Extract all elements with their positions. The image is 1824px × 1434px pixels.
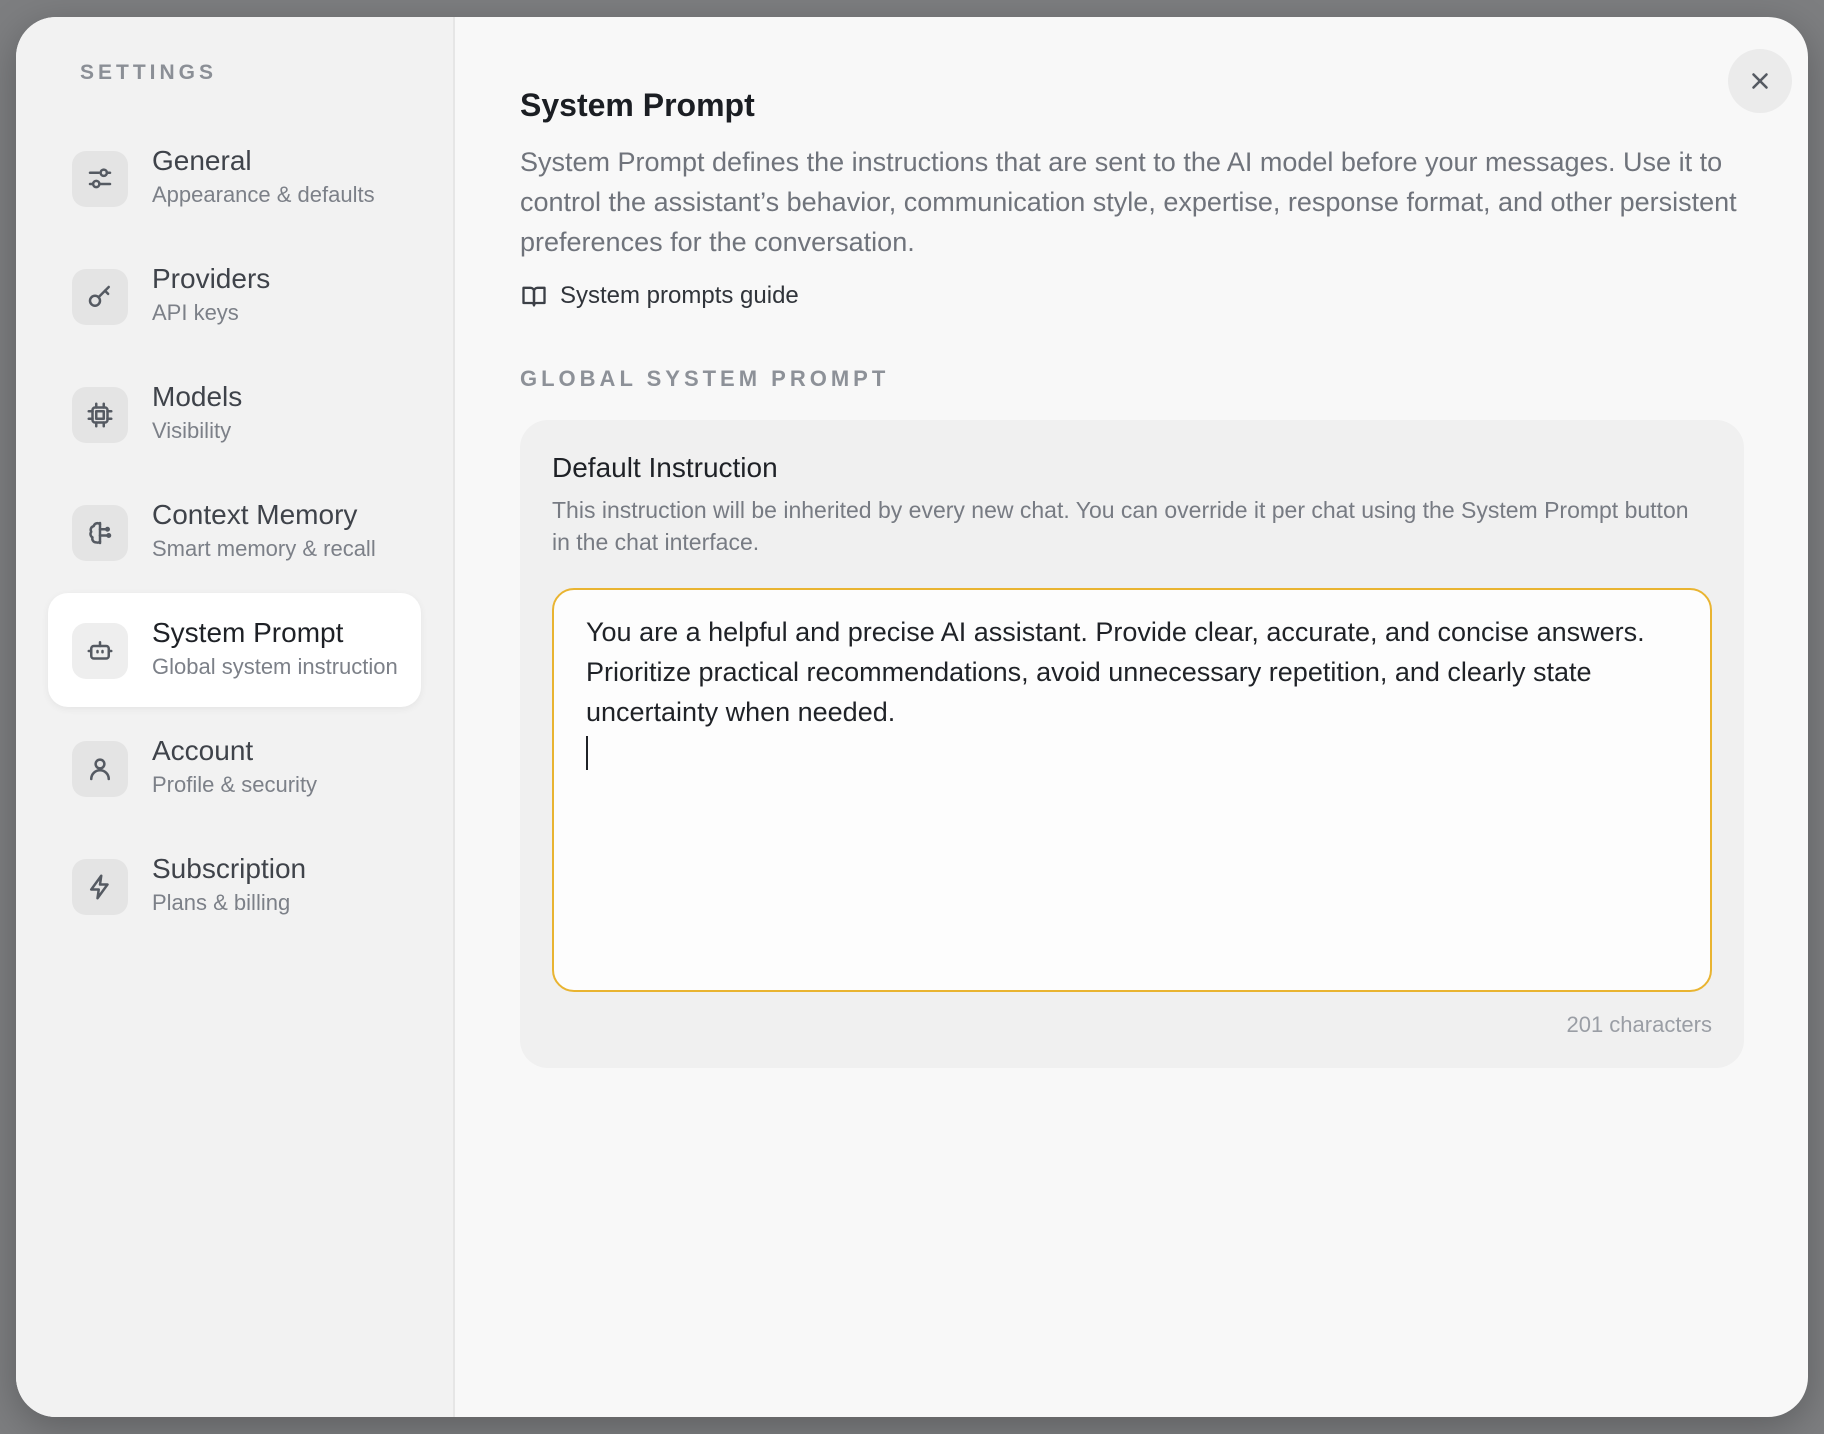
sidebar-item-title: Context Memory [152,499,358,530]
sidebar-item-subtitle: Global system instruction [152,654,398,679]
text-caret [586,736,588,770]
brain-icon [72,505,128,561]
system-prompt-text: You are a helpful and precise AI assistant. Provide clear, accurate, and concise answers. Prioritize practical recommendations, avoid unnecessary repetition, and clearly state uncertainty when needed. [586,617,1645,727]
key-icon [72,269,128,325]
character-count: 201 characters [1566,1012,1712,1037]
default-instruction-card [520,420,1744,1068]
sidebar-item-title: Subscription [152,853,307,884]
sidebar-item-title: Models [152,381,243,412]
guide-link-label: System prompts guide [560,282,799,309]
sidebar-item-subtitle: Profile & security [152,772,318,797]
section-label: GLOBAL SYSTEM PROMPT [520,366,890,391]
sidebar-item-subtitle: Appearance & defaults [152,182,375,207]
system-prompts-guide-link[interactable] [520,282,1760,310]
card-title: Default Instruction [552,452,778,483]
bot-icon [72,623,128,679]
sidebar-item-title: Account [152,735,254,766]
sidebar-item-subtitle: Smart memory & recall [152,536,376,561]
settings-sidebar [16,17,455,1417]
sidebar-item-subtitle: Plans & billing [152,890,291,915]
sidebar-heading: SETTINGS [80,61,218,84]
settings-content [455,17,1808,1417]
sidebar-item-general[interactable] [48,121,421,235]
chip-icon [72,387,128,443]
sidebar-item-title: General [152,145,252,176]
sidebar-item-context-memory[interactable] [48,475,421,589]
bolt-icon [72,859,128,915]
sidebar-item-account[interactable] [48,711,421,825]
page-description: System Prompt defines the instructions that are sent to the AI model before your messages. Use it to control the assistant’s behavior, communication style, expertise, response format, and other persistent preferences for the conversation. [520,147,1737,257]
user-icon [72,741,128,797]
settings-modal [16,17,1808,1417]
sidebar-item-providers[interactable] [48,239,421,353]
system-prompt-textarea[interactable] [552,588,1712,992]
close-button[interactable] [1728,49,1792,113]
page-title: System Prompt [520,87,755,123]
sidebar-item-models[interactable] [48,357,421,471]
sidebar-item-subtitle: API keys [152,300,239,325]
book-open-icon [520,282,548,310]
sidebar-item-subtitle: Visibility [152,418,232,443]
sidebar-item-title: Providers [152,263,271,294]
sidebar-item-subscription[interactable] [48,829,421,943]
close-icon [1747,68,1773,94]
card-description: This instruction will be inherited by every new chat. You can override it per chat using the System Prompt button in the chat interface. [552,497,1689,555]
sidebar-item-system-prompt[interactable] [48,593,421,707]
sliders-icon [72,151,128,207]
sidebar-item-title: System Prompt [152,617,344,648]
